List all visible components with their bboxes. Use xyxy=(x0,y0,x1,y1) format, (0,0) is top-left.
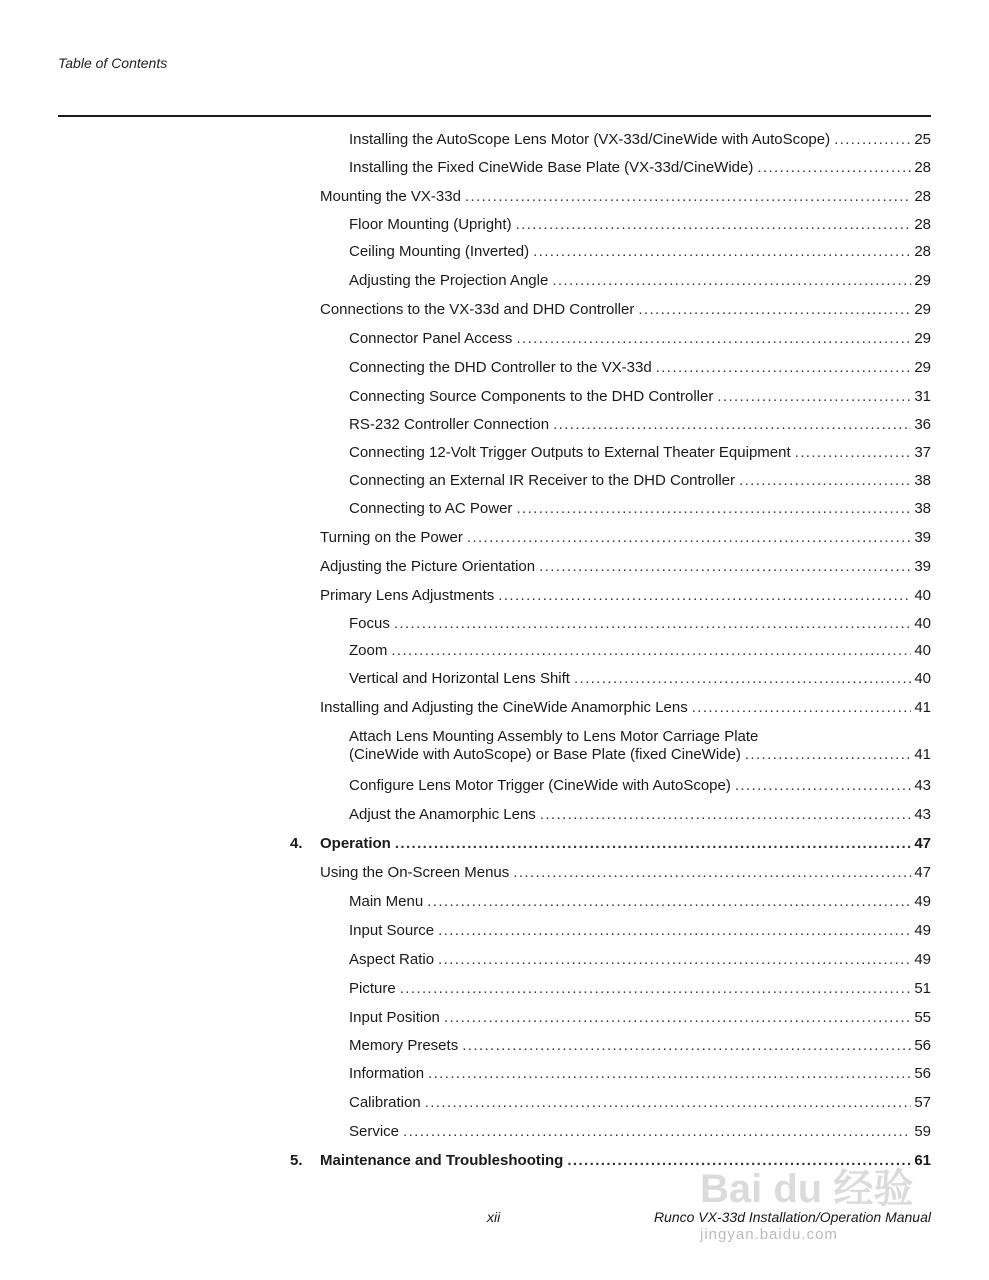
toc-entry-page: 38 xyxy=(914,500,931,517)
toc-entry-page: 61 xyxy=(914,1152,931,1169)
toc-entry-page: 49 xyxy=(914,922,931,939)
toc-entry-page: 47 xyxy=(914,835,931,852)
toc-entry-page: 43 xyxy=(914,777,931,794)
toc-entry-label: Information xyxy=(349,1065,425,1082)
dot-leader xyxy=(795,444,912,462)
footer-page-number: xii xyxy=(487,1209,501,1225)
toc-entry[interactable] xyxy=(290,301,931,319)
toc-entry-label: Calibration xyxy=(349,1094,421,1111)
toc-entry[interactable] xyxy=(290,777,931,795)
toc-entry[interactable] xyxy=(290,670,931,688)
toc-entry-label: RS-232 Controller Connection xyxy=(349,416,550,433)
toc-entry[interactable] xyxy=(290,951,931,969)
dot-leader xyxy=(692,699,912,717)
chapter-number: 4. xyxy=(290,835,303,852)
toc-entry[interactable] xyxy=(290,1037,931,1055)
dot-leader xyxy=(757,159,911,177)
watermark-url: jingyan.baidu.com xyxy=(700,1226,838,1243)
dot-leader xyxy=(539,558,911,576)
toc-entry-page: 28 xyxy=(914,216,931,233)
toc-entry-page: 39 xyxy=(914,529,931,546)
toc-entry-label: Installing the AutoScope Lens Motor (VX-33d/CineWide with AutoScope) xyxy=(349,131,831,148)
dot-leader xyxy=(391,642,911,660)
toc-entry[interactable] xyxy=(290,806,931,824)
toc-entry-page: 41 xyxy=(914,746,931,763)
toc-entry-page: 40 xyxy=(914,587,931,604)
toc-entry-label: Zoom xyxy=(349,642,388,659)
toc-entry[interactable] xyxy=(290,243,931,261)
toc-entry-label: Floor Mounting (Upright) xyxy=(349,216,512,233)
footer-manual-title: Runco VX-33d Installation/Operation Manual xyxy=(653,1209,931,1225)
toc-entry-page: 49 xyxy=(914,951,931,968)
toc-entry[interactable] xyxy=(290,893,931,911)
toc-entry-label: Connecting to AC Power xyxy=(349,500,513,517)
toc-entry[interactable] xyxy=(290,272,931,290)
toc-entry[interactable] xyxy=(290,558,931,576)
toc-entry-label: Connector Panel Access xyxy=(349,330,513,347)
toc-entry[interactable] xyxy=(290,444,931,462)
dot-leader xyxy=(498,587,911,605)
dot-leader xyxy=(717,388,911,406)
toc-entry[interactable] xyxy=(290,500,931,518)
dot-leader xyxy=(462,1037,911,1055)
toc-entry-label: Adjusting the Projection Angle xyxy=(349,272,549,289)
toc-entry[interactable] xyxy=(290,388,931,406)
toc-entry[interactable] xyxy=(290,159,931,177)
toc-entry[interactable] xyxy=(290,472,931,490)
toc-entry[interactable] xyxy=(290,615,931,633)
toc-entry-page: 28 xyxy=(914,188,931,205)
running-header: Table of Contents xyxy=(58,55,168,71)
dot-leader xyxy=(745,746,911,764)
dot-leader xyxy=(516,500,911,518)
toc-entry-page: 49 xyxy=(914,893,931,910)
dot-leader xyxy=(465,188,911,206)
toc-entry-label: Ceiling Mounting (Inverted) xyxy=(349,243,530,260)
toc-entry-label: Mounting the VX-33d xyxy=(320,188,461,205)
toc-entry[interactable] xyxy=(290,131,931,149)
dot-leader xyxy=(739,472,911,490)
watermark-brand: Bai du 经验 xyxy=(700,1167,914,1211)
toc-entry[interactable] xyxy=(290,416,931,434)
toc-entry-label: Connecting Source Components to the DHD Controller xyxy=(349,388,714,405)
toc-entry-label: Connecting an External IR Receiver to the DHD Controller xyxy=(349,472,736,489)
toc-entry-label: Main Menu xyxy=(349,893,424,910)
toc-entry-page: 36 xyxy=(914,416,931,433)
toc-entry-page: 29 xyxy=(914,359,931,376)
toc-entry-page: 40 xyxy=(914,642,931,659)
toc-entry[interactable] xyxy=(290,330,931,348)
chapter-number: 5. xyxy=(290,1152,303,1169)
toc-entry-label: Attach Lens Mounting Assembly to Lens Motor Carriage Plate xyxy=(349,728,759,745)
toc-entry[interactable] xyxy=(290,1123,931,1141)
dot-leader xyxy=(513,864,911,882)
dot-leader xyxy=(516,216,912,234)
toc-entry-page: 28 xyxy=(914,159,931,176)
dot-leader xyxy=(444,1009,911,1027)
toc-entry[interactable] xyxy=(290,587,931,605)
toc-entry-label: Maintenance and Troubleshooting xyxy=(320,1152,564,1169)
toc-entry-label: Focus xyxy=(349,615,390,632)
dot-leader xyxy=(467,529,911,547)
dot-leader xyxy=(638,301,911,319)
dot-leader xyxy=(438,922,911,940)
toc-entry-page: 25 xyxy=(914,131,931,148)
dot-leader xyxy=(425,1094,912,1112)
dot-leader xyxy=(574,670,911,688)
toc-entry-label: Vertical and Horizontal Lens Shift xyxy=(349,670,570,687)
toc-entry-label: Connecting the DHD Controller to the VX-33d xyxy=(349,359,652,376)
toc-entry-label: Input Source xyxy=(349,922,435,939)
dot-leader xyxy=(428,1065,911,1083)
toc-entry[interactable] xyxy=(290,699,931,717)
toc-entry-page: 56 xyxy=(914,1065,931,1082)
toc-entry[interactable] xyxy=(290,529,931,547)
dot-leader xyxy=(540,806,912,824)
dot-leader xyxy=(516,330,911,348)
dot-leader xyxy=(553,416,911,434)
dot-leader xyxy=(403,1123,911,1141)
dot-leader xyxy=(394,615,911,633)
toc-entry-page: 29 xyxy=(914,301,931,318)
toc-entry-page: 38 xyxy=(914,472,931,489)
toc-entry-page: 56 xyxy=(914,1037,931,1054)
toc-entry-page: 47 xyxy=(914,864,931,881)
dot-leader xyxy=(400,980,912,998)
dot-leader xyxy=(533,243,911,261)
toc-entry-page: 29 xyxy=(914,272,931,289)
toc-entry-page: 59 xyxy=(914,1123,931,1140)
toc-entry-page: 57 xyxy=(914,1094,931,1111)
toc-entry[interactable] xyxy=(290,1094,931,1112)
toc-entry-page: 40 xyxy=(914,615,931,632)
toc-entry-label: Connections to the VX-33d and DHD Controller xyxy=(320,301,635,318)
toc-entry[interactable] xyxy=(290,835,931,853)
toc-entry-page: 41 xyxy=(914,699,931,716)
toc-entry[interactable] xyxy=(290,1009,931,1027)
dot-leader xyxy=(735,777,911,795)
toc-entry-page: 28 xyxy=(914,243,931,260)
toc-entry-label: Using the On-Screen Menus xyxy=(320,864,510,881)
toc-entry-page: 37 xyxy=(914,444,931,461)
toc-entry-label: Installing the Fixed CineWide Base Plate (VX-33d/CineWide) xyxy=(349,159,754,176)
toc-entry-page: 40 xyxy=(914,670,931,687)
toc-entry-label: Memory Presets xyxy=(349,1037,459,1054)
toc-entry-label: Operation xyxy=(320,835,391,852)
baidu-watermark-logo xyxy=(700,1160,940,1220)
toc-entry-page: 43 xyxy=(914,806,931,823)
toc-entry-page: 39 xyxy=(914,558,931,575)
toc-entry-label: Adjust the Anamorphic Lens xyxy=(349,806,536,823)
toc-entry[interactable] xyxy=(290,359,931,377)
toc-entry[interactable] xyxy=(290,1065,931,1083)
toc-entry[interactable] xyxy=(290,216,931,234)
dot-leader xyxy=(656,359,912,377)
toc-entry-label: Service xyxy=(349,1123,400,1140)
toc-entry-label: Aspect Ratio xyxy=(349,951,435,968)
toc-entry-label: Adjusting the Picture Orientation xyxy=(320,558,536,575)
toc-entry[interactable] xyxy=(290,922,931,940)
toc-entry-label: Connecting 12-Volt Trigger Outputs to External Theater Equipment xyxy=(349,444,791,461)
toc-entry[interactable] xyxy=(290,642,931,660)
toc-entry-label: Configure Lens Motor Trigger (CineWide with AutoScope) xyxy=(349,777,731,794)
header-rule xyxy=(58,115,931,117)
toc-entry-page: 31 xyxy=(914,388,931,405)
toc-entry-page: 51 xyxy=(914,980,931,997)
toc-entry-page: 29 xyxy=(914,330,931,347)
dot-leader xyxy=(552,272,911,290)
toc-entry-label: Installing and Adjusting the CineWide Anamorphic Lens xyxy=(320,699,688,716)
toc-entry[interactable] xyxy=(290,728,931,764)
toc-entry-page: 55 xyxy=(914,1009,931,1026)
toc-entry[interactable] xyxy=(290,188,931,206)
dot-leader xyxy=(438,951,911,969)
toc-entry-label: Picture xyxy=(349,980,396,997)
toc-entry[interactable] xyxy=(290,864,931,882)
dot-leader xyxy=(427,893,911,911)
dot-leader xyxy=(834,131,911,149)
toc-entry-label-continued: (CineWide with AutoScope) or Base Plate (fixed CineWide) xyxy=(349,746,741,763)
toc-entry-label: Input Position xyxy=(349,1009,440,1026)
toc-entry[interactable] xyxy=(290,980,931,998)
toc-entry-label: Primary Lens Adjustments xyxy=(320,587,495,604)
dot-leader xyxy=(395,835,911,853)
toc-entry-label: Turning on the Power xyxy=(320,529,463,546)
